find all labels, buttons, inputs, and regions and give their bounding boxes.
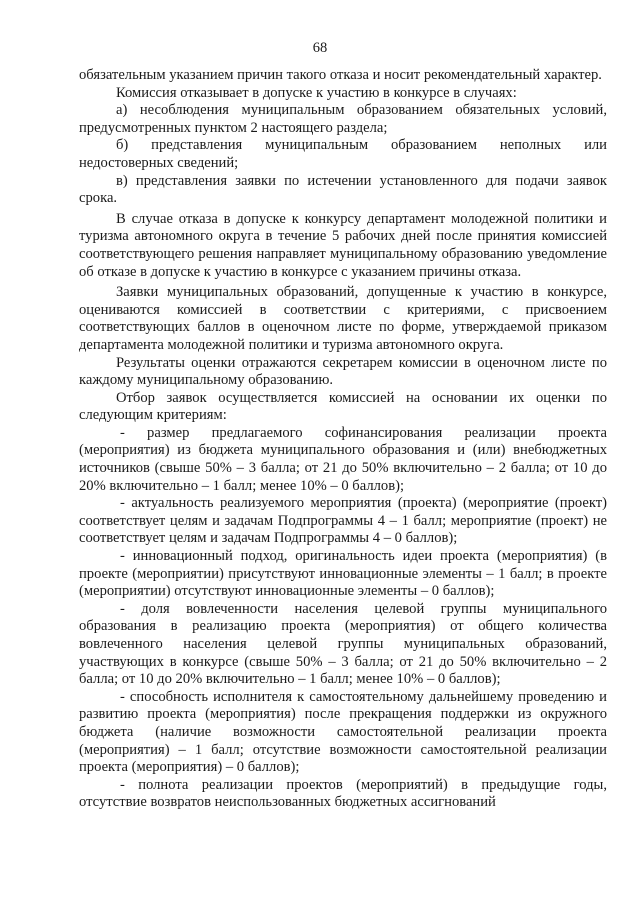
criterion-completeness: - полнота реализации проектов (мероприятий) в предыдущие годы, отсутствие возвратов неиспользованных бюджетных ассигнований bbox=[79, 776, 607, 811]
criterion-sustainability: - способность исполнителя к самостоятельному дальнейшему проведению и развитию проекта (мероприятия) после прекращения поддержки из окружного бюджета (наличие возможности самостоятельной реализации проекта (мероприятия) – 1 балл; отсутствие возможности самостоятельной реализации проекта (мероприятия) – 0 баллов); bbox=[79, 688, 607, 776]
paragraph-refusal-tail: обязательным указанием причин такого отказа и носит рекомендательный характер. bbox=[79, 67, 602, 83]
paragraph-case-b: б) представления муниципальным образованием неполных или недостоверных сведений; bbox=[79, 137, 607, 171]
criterion-cofinancing: - размер предлагаемого софинансирования реализации проекта (мероприятия) из бюджета муниципального образования и (или) внебюджетных источников (свыше 50% – 3 балла; от 21 до 50% включительно – 2 балла; от 10 до 20% включительно – 1 балл; менее 10% – 0 баллов); bbox=[79, 424, 607, 494]
paragraph-selection-criteria: Отбор заявок осуществляется комиссией на основании их оценки по следующим критериям: bbox=[79, 389, 607, 424]
criterion-innovation: - инновационный подход, оригинальность идеи проекта (мероприятия) (в проекте (мероприятии) присутствуют инновационные элементы – 1 балл; в проекте (мероприятии) отсутствуют инновационные элементы – 0 баллов); bbox=[79, 548, 607, 600]
paragraph-refusal-cases: Комиссия отказывает в допуске к участию в конкурсе в случаях: bbox=[116, 84, 517, 101]
page-number: 68 bbox=[312, 40, 328, 56]
document-body bbox=[79, 67, 607, 812]
paragraph-case-c: в) представления заявки по истечении установленного для подачи заявок срока. bbox=[79, 172, 607, 207]
paragraph-results: Результаты оценки отражаются секретарем комиссии в оценочном листе по каждому муниципальному образованию. bbox=[79, 354, 607, 389]
paragraph-case-a: а) несоблюдения муниципальным образованием обязательных условий, предусмотренных пунктом 2 настоящего раздела; bbox=[79, 102, 607, 136]
paragraph-refusal-notice: В случае отказа в допуске к конкурсу департамент молодежной политики и туризма автономного округа в течение 5 рабочих дней после принятия комиссией соответствующего решения направляет муниципальному образованию уведомление об отказе в допуске к участию в конкурсе с указанием причины отказа. bbox=[79, 210, 607, 280]
criterion-involvement-share: - доля вовлеченности населения целевой группы муниципального образования в реализацию проекта (мероприятия) от общего количества вовлеченного населения целевой группы муниципальных образований, участвующих в конкурсе (свыше 50% – 3 балла; от 21 до 50% включительно – 2 балла; от 10 до 20% включительно – 1 балл; менее 10% – 0 баллов); bbox=[79, 600, 607, 688]
criterion-relevance: - актуальность реализуемого мероприятия (проекта) (мероприятие (проект) соответствует целям и задачам Подпрограммы 4 – 1 балл; мероприятие (проект) не соответствует целям и задачам Подпрограммы 4 – 0 баллов); bbox=[79, 495, 607, 547]
paragraph-evaluation: Заявки муниципальных образований, допущенные к участию в конкурсе, оцениваются комиссией в соответствии с критериями, с присвоением соответствующих баллов в оценочном листе по форме, утверждаемой приказом департамента молодежной политики и туризма автономного округа. bbox=[79, 284, 607, 353]
